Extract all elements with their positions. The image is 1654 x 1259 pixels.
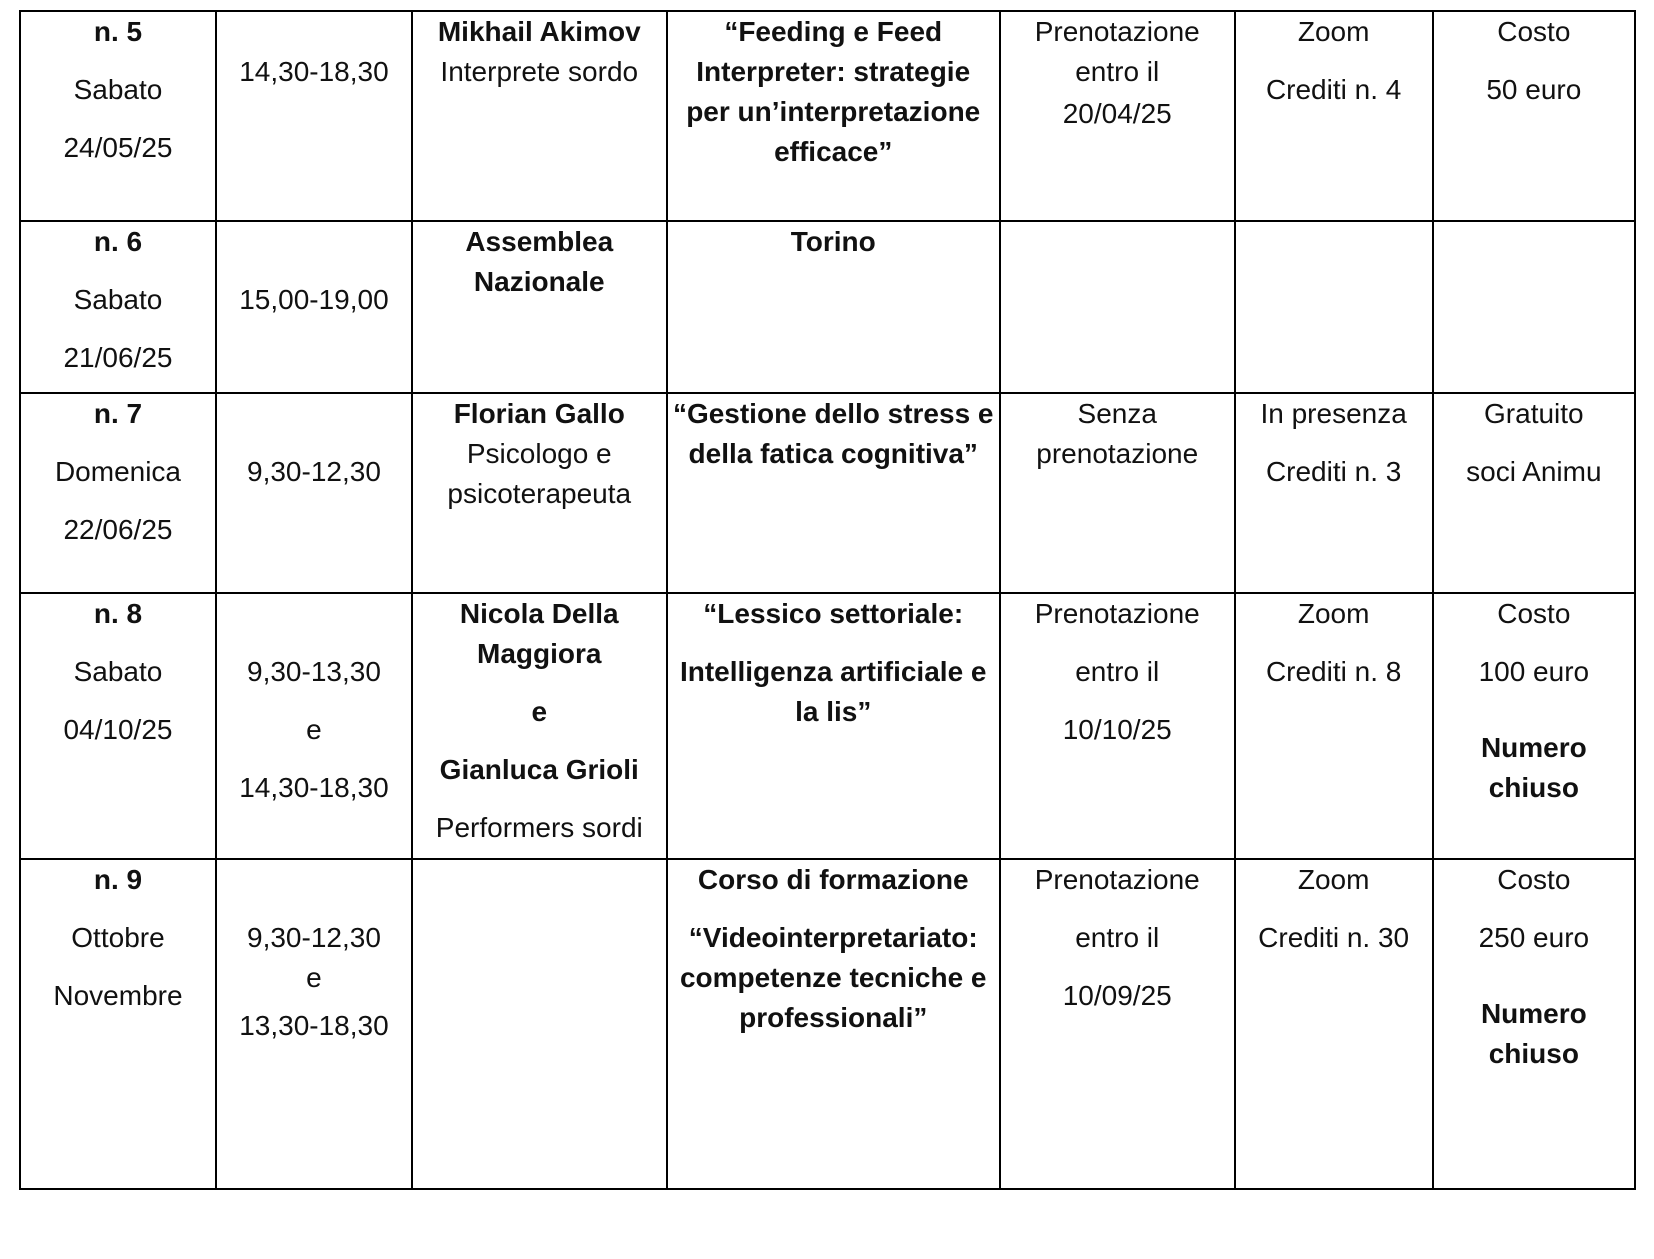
event-time-afternoon: 13,30-18,30: [239, 1010, 389, 1041]
event-place: Torino: [790, 226, 876, 257]
event-date: 04/10/25: [63, 714, 173, 745]
mode-cell: [1235, 393, 1433, 593]
event-time-morning: 9,30-13,30: [247, 656, 381, 687]
cost-cell: [1433, 221, 1635, 393]
booking-date: 10/09/25: [1062, 980, 1172, 1011]
cost-value: 250 euro: [1478, 922, 1590, 953]
speaker-name-1: Nicola Della Maggiora: [459, 598, 619, 669]
title-cell: [667, 859, 1000, 1189]
event-date-cell: [20, 593, 216, 859]
event-title: “Feeding e Feed Interpreter: strategie per un’interpretazione efficace”: [686, 16, 981, 167]
booking-label: Prenotazione: [1034, 864, 1200, 895]
booking-cell: [1000, 593, 1235, 859]
time-cell: [216, 859, 412, 1189]
event-credits: Crediti n. 30: [1258, 922, 1410, 953]
mode-cell: [1235, 221, 1433, 393]
place-cell: [667, 221, 1000, 393]
speaker-role: Performers sordi: [435, 812, 643, 843]
event-number: n. 5: [93, 16, 143, 47]
schedule-table: [19, 10, 1636, 1190]
speaker-role: Psicologo e psicoterapeuta: [447, 438, 632, 509]
cost-label: Costo: [1497, 598, 1571, 629]
cost-cell: [1433, 11, 1635, 221]
speaker-name: Mikhail Akimov: [437, 16, 641, 47]
event-date: 22/06/25: [63, 514, 173, 545]
speaker-join: e: [531, 696, 548, 727]
booking-cell: [1000, 221, 1235, 393]
event-number: n. 7: [93, 398, 143, 429]
time-cell: [216, 221, 412, 393]
speaker-cell: [412, 393, 667, 593]
booking-cell: [1000, 393, 1235, 593]
event-mode: Zoom: [1297, 598, 1370, 629]
event-month-1: Ottobre: [71, 922, 165, 953]
cost-label: Costo: [1497, 864, 1571, 895]
event-name: Assemblea Nazionale: [465, 226, 614, 297]
event-credits: Crediti n. 3: [1265, 456, 1402, 487]
event-number: n. 8: [93, 598, 143, 629]
event-date-cell: [20, 221, 216, 393]
event-title-line-2: Intelligenza artificiale e la lis”: [679, 656, 987, 727]
event-mode: Zoom: [1297, 16, 1370, 47]
cost-cell: [1433, 593, 1635, 859]
mode-cell: [1235, 859, 1433, 1189]
mode-cell: [1235, 11, 1433, 221]
event-time: 14,30-18,30: [239, 56, 389, 87]
event-number: n. 6: [93, 226, 143, 257]
table-row-6: [20, 221, 1635, 393]
speaker-name: Florian Gallo: [453, 398, 625, 429]
event-day: Domenica: [54, 456, 182, 487]
course-label: Corso di formazione: [697, 864, 969, 895]
event-date: 21/06/25: [63, 342, 173, 373]
cost-label: Gratuito: [1484, 398, 1584, 429]
title-cell: [667, 11, 1000, 221]
table-row-9: [20, 859, 1635, 1189]
mode-cell: [1235, 593, 1433, 859]
cost-note: Numero chiuso: [1480, 998, 1587, 1069]
table-row-7: [20, 393, 1635, 593]
cost-value: 50 euro: [1486, 74, 1582, 105]
event-title: “Videointerpretariato: competenze tecniche e professionali”: [679, 922, 987, 1033]
cost-note: Numero chiuso: [1480, 732, 1587, 803]
event-title: “Gestione dello stress e della fatica cognitiva”: [672, 398, 994, 469]
event-time: 9,30-12,30: [247, 456, 381, 487]
event-credits: Crediti n. 4: [1265, 74, 1402, 105]
event-date-cell: [20, 11, 216, 221]
title-cell: [667, 393, 1000, 593]
event-date-cell: [20, 859, 216, 1189]
booking-deadline-label: entro il: [1075, 922, 1160, 953]
booking-date: 20/04/25: [1062, 98, 1172, 129]
booking-deadline-label: entro il: [1075, 656, 1160, 687]
event-date-cell: [20, 393, 216, 593]
event-time-afternoon: 14,30-18,30: [239, 772, 389, 803]
event-credits: Crediti n. 8: [1265, 656, 1402, 687]
event-title-line-1: “Lessico settoriale:: [703, 598, 964, 629]
booking-cell: [1000, 859, 1235, 1189]
event-name-cell: [412, 221, 667, 393]
event-mode: In presenza: [1260, 398, 1407, 429]
event-time-morning: 9,30-12,30: [247, 922, 381, 953]
event-time-join: e: [306, 962, 322, 993]
event-day: Sabato: [73, 284, 163, 315]
event-time: 15,00-19,00: [239, 284, 389, 315]
table-row-8: [20, 593, 1635, 859]
event-mode: Zoom: [1297, 864, 1370, 895]
speaker-cell: [412, 11, 667, 221]
time-cell: [216, 11, 412, 221]
booking-cell: [1000, 11, 1235, 221]
event-number: n. 9: [93, 864, 143, 895]
table-row-5: [20, 11, 1635, 221]
booking-date: 10/10/25: [1062, 714, 1172, 745]
event-day: Sabato: [73, 74, 163, 105]
cost-cell: [1433, 859, 1635, 1189]
time-cell: [216, 593, 412, 859]
event-month-2: Novembre: [53, 980, 183, 1011]
event-day: Sabato: [73, 656, 163, 687]
speaker-name-2: Gianluca Grioli: [439, 754, 639, 785]
booking-label: Prenotazione: [1034, 598, 1200, 629]
time-cell: [216, 393, 412, 593]
speaker-cell: [412, 593, 667, 859]
title-cell: [667, 593, 1000, 859]
cost-value: soci Animu: [1466, 456, 1602, 487]
cost-cell: [1433, 393, 1635, 593]
speaker-cell: [412, 859, 667, 1189]
event-time-join: e: [306, 714, 322, 745]
speaker-role: Interprete sordo: [440, 56, 639, 87]
cost-value: 100 euro: [1478, 656, 1590, 687]
cost-label: Costo: [1497, 16, 1571, 47]
booking-label: Prenotazione: [1034, 16, 1200, 47]
booking-deadline-label: entro il: [1075, 56, 1160, 87]
event-date: 24/05/25: [63, 132, 173, 163]
booking-label: Senza prenotazione: [1036, 398, 1199, 469]
